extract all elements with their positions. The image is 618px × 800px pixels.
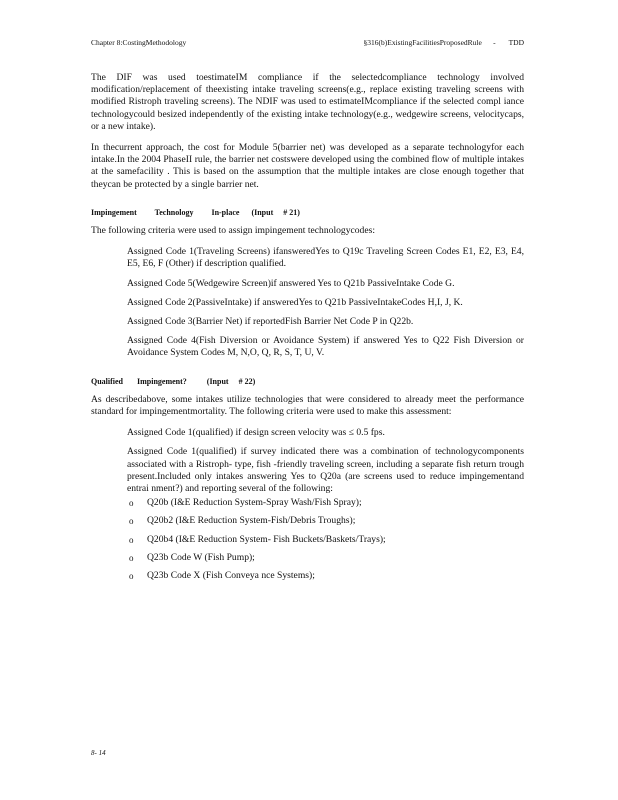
list-item: Assigned Code 1(qualified) if design screen velocity was ≤ 0.5 fps. <box>127 427 385 439</box>
sub-list-item: o Q20b (I&E Reduction System-Spray Wash/Fish Spray); <box>129 497 362 509</box>
sub-list-item: o Q20b2 (I&E Reduction System-Fish/Debris Troughs); <box>129 515 356 527</box>
page-body <box>91 72 524 589</box>
header-title: §316(b)ExistingFacilitiesProposedRule - TDD <box>363 38 524 47</box>
circle-bullet-icon: o <box>129 571 134 582</box>
section-heading-impingement-technology: Impingement Technology In-place (Input # 21) <box>91 207 300 217</box>
page-number: 8- 14 <box>91 749 106 757</box>
list-item: Assigned Code 1(qualified) if survey indicated there was a combination of technologycomponents associated with a Ristroph- type, fish -friendly traveling screen, including a separate fish return trough present.Included only intakes answering Yes to Q20a (are screens used to reduce impingementand entrai nment?) and reporting several of the following: o Q20b (I&E Reduction System-Spray Wash/Fish Spray); o Q20b2 (I&E Reduction System-Fish/Debris Troughs); o Q20b4 (I&E Reduction System- Fish Buckets/Baskets/Trays); o Q23b Code W (Fish Pump); o Q23b Code X (Fish Conveya nce Systems); <box>127 446 524 582</box>
sub-list-item: o Q20b4 (I&E Reduction System- Fish Buckets/Baskets/Trays); <box>129 533 386 545</box>
page-header <box>91 38 524 52</box>
paragraph-current-approach: In thecurrent approach, the cost for Module 5(barrier net) was developed as a separate technologyfor each intake.In the 2004 PhaseII rule, the barrier net costswere developed using the combined flow of multiple intakes at the samefacility . This is based on the assumption that the multiple intakes are close enough together that theycan be protected by a single barrier net. <box>91 142 524 190</box>
sub-criteria-list <box>127 497 524 582</box>
sub-list-item: o Q23b Code W (Fish Pump); <box>129 551 255 563</box>
list-item: Assigned Code 5(Wedgewire Screen)if answered Yes to Q21b PassiveIntake Code G. <box>127 277 455 289</box>
header-chapter: Chapter 8:CostingMethodology <box>91 38 187 47</box>
list-item: Assigned Code 3(Barrier Net) if reportedFish Barrier Net Code P in Q22b. <box>127 316 414 328</box>
circle-bullet-icon: o <box>129 498 134 509</box>
circle-bullet-icon: o <box>129 516 134 527</box>
circle-bullet-icon: o <box>129 534 134 545</box>
list-item: Assigned Code 2(PassiveIntake) if answeredYes to Q21b PassiveIntakeCodes H,I, J, K. <box>127 296 463 308</box>
list-item: Assigned Code 4(Fish Diversion or Avoidance System) if answered Yes to Q22 Fish Diversion or Avoidance System Codes M, N,O, Q, R, S, T, U, V. <box>127 335 524 359</box>
sub-list-item: o Q23b Code X (Fish Conveya nce Systems); <box>129 570 315 582</box>
section2-intro: As describedabove, some intakes utilize technologies that were considered to already meet the performance standard for impingementmortality. The following criteria were used to make this assessment: <box>91 393 524 418</box>
criteria-list <box>91 246 524 359</box>
paragraph-dif: The DIF was used toestimateIM compliance if the selectedcompliance technology involved modification/replacement of theexisting intake traveling screens(e.g., replace existing traveling screens with modified Ristroph traveling screens). The NDIF was used to estimateIMcompliance if the selected compl iance technologycould besized independently of the existing intake technology(e.g., wedgewire screens, velocitycaps, or a new intake). <box>91 72 524 132</box>
circle-bullet-icon: o <box>129 552 134 563</box>
list-item: Assigned Code 1(Traveling Screens) ifansweredYes to Q19c Traveling Screen Codes E1, E2, E3, E4, E5, E6, F (Other) if description qualified. <box>127 246 524 270</box>
section-heading-qualified-impingement: Qualified Impingement? (Input # 22) <box>91 376 256 386</box>
section1-intro: The following criteria were used to assign impingement technologycodes: <box>91 225 376 237</box>
qualified-criteria-list <box>91 427 524 582</box>
